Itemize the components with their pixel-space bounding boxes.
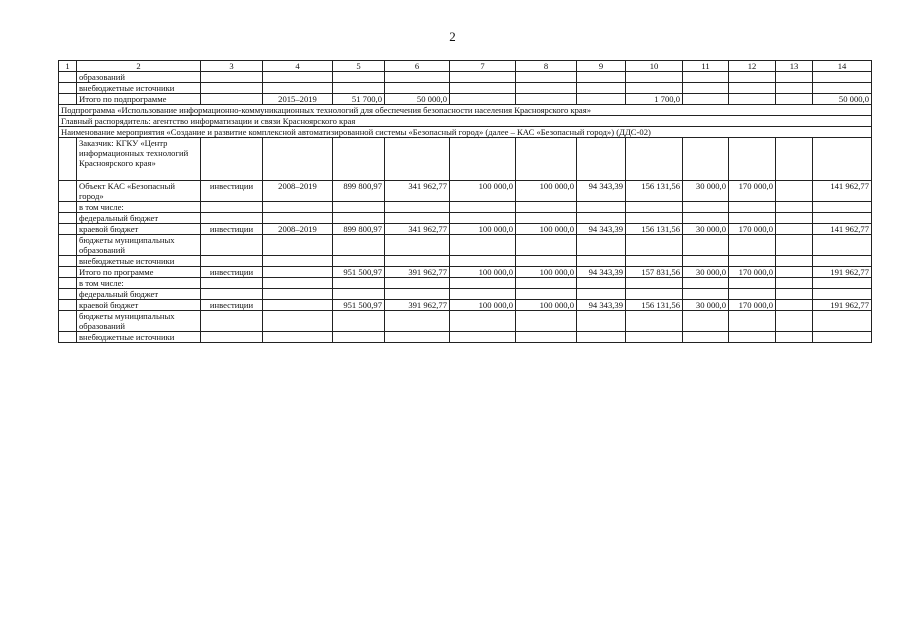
- table-cell: [776, 94, 813, 105]
- table-cell: 30 000,0: [683, 224, 729, 235]
- table-cell: [729, 72, 776, 83]
- table-cell: [333, 289, 385, 300]
- table-cell: [450, 235, 516, 256]
- table-cell: [385, 278, 450, 289]
- table-cell: 30 000,0: [683, 300, 729, 311]
- column-number: 6: [385, 61, 450, 72]
- table-row: [59, 235, 872, 256]
- table-cell: [450, 278, 516, 289]
- table-cell: 141 962,77: [813, 224, 872, 235]
- table-cell: [683, 138, 729, 181]
- table-cell: [59, 300, 77, 311]
- table-cell: 191 962,77: [813, 267, 872, 278]
- table-cell: [450, 213, 516, 224]
- table-cell: 94 343,39: [577, 224, 626, 235]
- table-cell: [577, 256, 626, 267]
- table-cell: 100 000,0: [516, 224, 577, 235]
- column-number: 9: [577, 61, 626, 72]
- table-cell: [263, 72, 333, 83]
- table-cell: [450, 83, 516, 94]
- table-cell: [59, 224, 77, 235]
- table-cell: инвестиции: [201, 300, 263, 311]
- table-cell: [333, 72, 385, 83]
- column-number: 1: [59, 61, 77, 72]
- table-cell: [263, 83, 333, 94]
- table-cell: [516, 94, 577, 105]
- table-cell: [450, 72, 516, 83]
- table-cell: [626, 278, 683, 289]
- table-cell: 100 000,0: [516, 267, 577, 278]
- column-number: 4: [263, 61, 333, 72]
- row-label: в том числе:: [77, 278, 201, 289]
- table-cell: [263, 138, 333, 181]
- table-cell: [577, 311, 626, 332]
- table-cell: 100 000,0: [450, 224, 516, 235]
- table-cell: [626, 138, 683, 181]
- table-cell: 1 700,0: [626, 94, 683, 105]
- table-cell: [516, 83, 577, 94]
- column-number-row: [59, 61, 872, 72]
- table-cell: [729, 289, 776, 300]
- table-cell: [201, 289, 263, 300]
- table-cell: [729, 311, 776, 332]
- table-row: [59, 278, 872, 289]
- table-cell: [776, 202, 813, 213]
- table-cell: [516, 213, 577, 224]
- table-cell: [59, 332, 77, 343]
- table-cell: [626, 213, 683, 224]
- table-cell: [263, 332, 333, 343]
- table-cell: 156 131,56: [626, 300, 683, 311]
- table-cell: [626, 289, 683, 300]
- table-cell: [683, 256, 729, 267]
- table-cell: [683, 202, 729, 213]
- table-cell: [776, 72, 813, 83]
- table-cell: [729, 332, 776, 343]
- page-number: 2: [449, 29, 456, 44]
- row-label: Итого по подпрограмме: [77, 94, 201, 105]
- table-row: [59, 256, 872, 267]
- table-cell: [683, 289, 729, 300]
- table-cell: 100 000,0: [450, 300, 516, 311]
- table-cell: 50 000,0: [813, 94, 872, 105]
- table-cell: [813, 278, 872, 289]
- table-cell: 100 000,0: [516, 300, 577, 311]
- table-cell: [385, 83, 450, 94]
- table-cell: [813, 72, 872, 83]
- table-cell: [333, 278, 385, 289]
- table-cell: [577, 94, 626, 105]
- table-cell: [626, 202, 683, 213]
- table-row: [59, 138, 872, 181]
- table-cell: 100 000,0: [450, 181, 516, 202]
- table-cell: [776, 311, 813, 332]
- table-cell: 156 131,56: [626, 181, 683, 202]
- table-cell: [626, 235, 683, 256]
- table-cell: [776, 235, 813, 256]
- table-cell: [776, 138, 813, 181]
- table-cell: [59, 235, 77, 256]
- table-cell: [201, 72, 263, 83]
- table-cell: инвестиции: [201, 267, 263, 278]
- table-cell: [263, 311, 333, 332]
- table-cell: 94 343,39: [577, 181, 626, 202]
- table-cell: 170 000,0: [729, 181, 776, 202]
- row-label: бюджеты муниципальных образований: [77, 235, 201, 256]
- activity-line: Наименование мероприятия «Создание и развитие комплексной автоматизированной системы «Безопасный город» (далее – КАС «Безопасный город») (ДДС-02): [59, 127, 872, 138]
- table-cell: [263, 213, 333, 224]
- table-cell: [516, 311, 577, 332]
- table-cell: [813, 289, 872, 300]
- table-cell: 100 000,0: [450, 267, 516, 278]
- table-cell: [776, 289, 813, 300]
- table-cell: 2008–2019: [263, 224, 333, 235]
- table-cell: [577, 72, 626, 83]
- table-cell: [201, 311, 263, 332]
- table-cell: [59, 311, 77, 332]
- table-cell: [333, 213, 385, 224]
- row-label: краевой бюджет: [77, 224, 201, 235]
- table-cell: [776, 278, 813, 289]
- table-cell: [626, 72, 683, 83]
- table-cell: инвестиции: [201, 224, 263, 235]
- table-cell: [776, 181, 813, 202]
- table-cell: [577, 289, 626, 300]
- table-cell: [516, 289, 577, 300]
- table-cell: [577, 278, 626, 289]
- table-row: [59, 300, 872, 311]
- table-cell: [683, 213, 729, 224]
- table-cell: [729, 94, 776, 105]
- column-number: 12: [729, 61, 776, 72]
- table-cell: [333, 235, 385, 256]
- table-cell: 170 000,0: [729, 300, 776, 311]
- table-cell: 2015–2019: [263, 94, 333, 105]
- main-manager-line: Главный распорядитель: агентство информатизации и связи Красноярского края: [59, 116, 872, 127]
- table-cell: [776, 267, 813, 278]
- table-cell: 951 500,97: [333, 267, 385, 278]
- table-row: [59, 267, 872, 278]
- table-cell: [59, 289, 77, 300]
- table-cell: [683, 311, 729, 332]
- table-cell: [59, 267, 77, 278]
- table-cell: [201, 83, 263, 94]
- table-cell: [577, 213, 626, 224]
- table-cell: 94 343,39: [577, 300, 626, 311]
- column-number: 2: [77, 61, 201, 72]
- column-number: 8: [516, 61, 577, 72]
- table-cell: [776, 224, 813, 235]
- table-cell: [516, 138, 577, 181]
- table-cell: [201, 278, 263, 289]
- table-cell: [516, 332, 577, 343]
- table-cell: [516, 202, 577, 213]
- table-cell: [385, 202, 450, 213]
- table-cell: 391 962,77: [385, 300, 450, 311]
- row-label: федеральный бюджет: [77, 213, 201, 224]
- table-row: [59, 72, 872, 83]
- table-cell: [450, 202, 516, 213]
- table-cell: [201, 202, 263, 213]
- table-cell: [729, 235, 776, 256]
- table-cell: [577, 202, 626, 213]
- row-label: внебюджетные источники: [77, 256, 201, 267]
- table-cell: [577, 332, 626, 343]
- table-cell: [516, 72, 577, 83]
- table-body: [59, 61, 872, 343]
- subprogram-line: Подпрограмма «Использование информационно-коммуникационных технологий для обеспечения безопасности населения Красноярского края»: [59, 105, 872, 116]
- table-cell: [333, 83, 385, 94]
- table-cell: [59, 202, 77, 213]
- table-cell: 156 131,56: [626, 224, 683, 235]
- table-cell: 391 962,77: [385, 267, 450, 278]
- table-cell: [385, 72, 450, 83]
- table-cell: [385, 235, 450, 256]
- table-cell: [577, 138, 626, 181]
- table-cell: [263, 235, 333, 256]
- column-number: 14: [813, 61, 872, 72]
- table-cell: [626, 311, 683, 332]
- row-label: бюджеты муниципальных образований: [77, 311, 201, 332]
- table-cell: [59, 213, 77, 224]
- column-number: 10: [626, 61, 683, 72]
- column-number: 13: [776, 61, 813, 72]
- table-cell: [59, 256, 77, 267]
- budget-table: [58, 60, 872, 343]
- table-cell: 51 700,0: [333, 94, 385, 105]
- table-cell: [776, 213, 813, 224]
- table-cell: [59, 94, 77, 105]
- table-cell: 170 000,0: [729, 267, 776, 278]
- table-cell: [201, 235, 263, 256]
- table-row: [59, 181, 872, 202]
- table-cell: [813, 138, 872, 181]
- table-cell: [263, 278, 333, 289]
- table-cell: [813, 256, 872, 267]
- table-cell: [813, 202, 872, 213]
- column-number: 5: [333, 61, 385, 72]
- table-cell: [729, 83, 776, 94]
- table-cell: [450, 332, 516, 343]
- table-cell: 951 500,97: [333, 300, 385, 311]
- table-cell: [577, 235, 626, 256]
- table-cell: [813, 332, 872, 343]
- table-cell: [626, 83, 683, 94]
- table-cell: [626, 256, 683, 267]
- table-row: [59, 224, 872, 235]
- table-cell: [813, 83, 872, 94]
- table-cell: [333, 256, 385, 267]
- table-cell: [450, 94, 516, 105]
- row-label: федеральный бюджет: [77, 289, 201, 300]
- table-row: [59, 332, 872, 343]
- table-cell: 30 000,0: [683, 267, 729, 278]
- table-row: [59, 289, 872, 300]
- table-cell: [729, 278, 776, 289]
- table-cell: [201, 94, 263, 105]
- table-cell: 170 000,0: [729, 224, 776, 235]
- table-cell: [450, 256, 516, 267]
- table-row: [59, 213, 872, 224]
- table-cell: [813, 311, 872, 332]
- table-cell: [626, 332, 683, 343]
- table-cell: [776, 256, 813, 267]
- column-number: 11: [683, 61, 729, 72]
- table-cell: [776, 332, 813, 343]
- table-cell: [385, 256, 450, 267]
- table-cell: [776, 83, 813, 94]
- table-cell: [201, 256, 263, 267]
- column-number: 7: [450, 61, 516, 72]
- table-cell: 2008–2019: [263, 181, 333, 202]
- table-cell: 191 962,77: [813, 300, 872, 311]
- table-cell: инвестиции: [201, 181, 263, 202]
- table-cell: [201, 332, 263, 343]
- table-cell: [59, 181, 77, 202]
- table-cell: [577, 83, 626, 94]
- table-cell: [59, 83, 77, 94]
- table-cell: [516, 256, 577, 267]
- table-cell: 100 000,0: [516, 181, 577, 202]
- row-label: внебюджетные источники: [77, 332, 201, 343]
- table-cell: [683, 72, 729, 83]
- table-cell: 899 800,97: [333, 224, 385, 235]
- table-cell: [59, 72, 77, 83]
- table-row: [59, 94, 872, 105]
- table-cell: [450, 289, 516, 300]
- table-cell: [729, 138, 776, 181]
- table-cell: [263, 256, 333, 267]
- row-label: Итого по программе: [77, 267, 201, 278]
- table-cell: [729, 213, 776, 224]
- table-cell: 50 000,0: [385, 94, 450, 105]
- table-cell: [385, 138, 450, 181]
- table-cell: [263, 289, 333, 300]
- table-cell: [385, 289, 450, 300]
- table-cell: [333, 138, 385, 181]
- table-cell: [450, 138, 516, 181]
- table-cell: [683, 278, 729, 289]
- table-cell: [683, 83, 729, 94]
- row-label: в том числе:: [77, 202, 201, 213]
- table-cell: [263, 267, 333, 278]
- table-cell: [813, 235, 872, 256]
- table-cell: [729, 256, 776, 267]
- table-cell: [385, 213, 450, 224]
- table-cell: [683, 235, 729, 256]
- table-cell: 157 831,56: [626, 267, 683, 278]
- table-cell: [450, 311, 516, 332]
- row-label: внебюджетные источники: [77, 83, 201, 94]
- table-cell: 30 000,0: [683, 181, 729, 202]
- row-label: Заказчик: КГКУ «Центр информационных технологий Красноярского края»: [77, 138, 201, 181]
- row-label: краевой бюджет: [77, 300, 201, 311]
- table-cell: 341 962,77: [385, 224, 450, 235]
- table-cell: 141 962,77: [813, 181, 872, 202]
- table-cell: [59, 138, 77, 181]
- table-cell: [263, 202, 333, 213]
- table-cell: 94 343,39: [577, 267, 626, 278]
- table-cell: [729, 202, 776, 213]
- table-cell: [516, 235, 577, 256]
- table-cell: [201, 138, 263, 181]
- table-cell: [813, 213, 872, 224]
- row-label: Объект КАС «Безопасный город»: [77, 181, 201, 202]
- table-cell: [333, 311, 385, 332]
- table-cell: [776, 300, 813, 311]
- table-cell: [385, 311, 450, 332]
- table-cell: [516, 278, 577, 289]
- table-cell: [263, 300, 333, 311]
- table-cell: [683, 94, 729, 105]
- table-row: [59, 311, 872, 332]
- table-cell: [333, 202, 385, 213]
- table-cell: [59, 278, 77, 289]
- row-label: образований: [77, 72, 201, 83]
- table-cell: 899 800,97: [333, 181, 385, 202]
- table-cell: [385, 332, 450, 343]
- table-row: [59, 202, 872, 213]
- table-cell: 341 962,77: [385, 181, 450, 202]
- table-cell: [333, 332, 385, 343]
- table-row: [59, 83, 872, 94]
- column-number: 3: [201, 61, 263, 72]
- table-cell: [201, 213, 263, 224]
- table-cell: [683, 332, 729, 343]
